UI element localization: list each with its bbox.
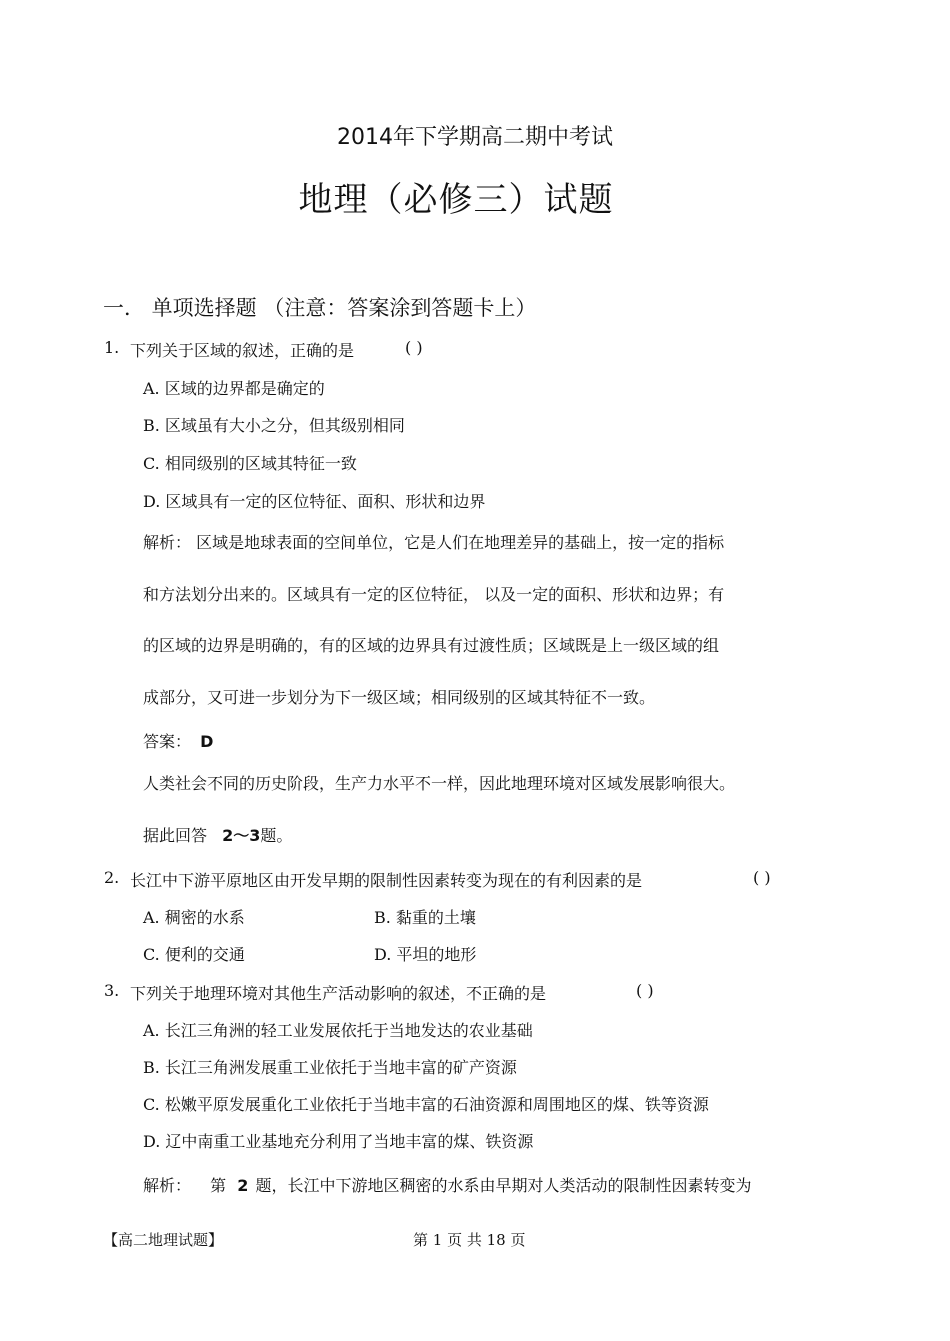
- question-3-option-b: B. 长江三角洲发展重工业依托于当地丰富的矿产资源: [143, 1058, 517, 1077]
- question-1-answer: [143, 729, 213, 752]
- group-intro-line-1: 人类社会不同的历史阶段，生产力水平不一样，因此地理环境对区域发展影响很大。: [143, 774, 736, 793]
- analysis-text: 题，长江中下游地区稠密的水系由早期对人类活动的限制性因素转变为: [255, 1176, 752, 1195]
- exam-subtitle: 地理（必修三）试题: [298, 180, 614, 220]
- intro-prefix: 据此回答: [143, 826, 208, 845]
- exam-title: 2014年下学期高二期中考试: [337, 125, 613, 150]
- question-2-option-d: D. 平坦的地形: [374, 945, 477, 964]
- question-3-answer-paren: ( ): [636, 981, 654, 1000]
- question-1-option-d: D. 区域具有一定的区位特征、面积、形状和边界: [143, 492, 486, 511]
- question-3-option-d: D. 辽中南重工业基地充分利用了当地丰富的煤、铁资源: [143, 1132, 534, 1151]
- question-2-option-a: A. 稠密的水系: [143, 908, 245, 927]
- question-1-analysis-line-4: 成部分，又可进一步划分为下一级区域；相同级别的区域其特征不一致。: [143, 688, 656, 707]
- footer-course-label: 【高二地理试题】: [103, 1231, 224, 1249]
- question-2-stem: 长江中下游平原地区由开发早期的限制性因素转变为现在的有利因素的是: [130, 871, 643, 890]
- question-2-option-b: B. 黏重的土壤: [374, 908, 476, 927]
- question-3-number: 3.: [104, 981, 120, 1000]
- question-1-stem: 下列关于区域的叙述，正确的是: [130, 341, 355, 360]
- answer-value: D: [200, 732, 214, 751]
- question-2-number: 2.: [104, 868, 120, 887]
- question-1-option-c: C. 相同级别的区域其特征一致: [143, 454, 357, 473]
- intro-suffix: 题。: [260, 826, 293, 845]
- question-1-number: 1.: [104, 338, 120, 357]
- question-1-option-a: A. 区域的边界都是确定的: [143, 379, 325, 398]
- intro-range: 2～3: [222, 826, 261, 845]
- question-3-stem: 下列关于地理环境对其他生产活动影响的叙述，不正确的是: [130, 984, 547, 1003]
- question-3-option-c: C. 松嫩平原发展重化工业依托于当地丰富的石油资源和周围地区的煤、铁等资源: [143, 1095, 709, 1114]
- question-1-analysis-line-3: 的区域的边界是明确的，有的区域的边界具有过渡性质；区域既是上一级区域的组: [143, 636, 720, 655]
- analysis-label: 解析：: [143, 1176, 192, 1195]
- analysis-num-prefix: 第: [210, 1176, 227, 1195]
- analysis-num: 2: [237, 1176, 249, 1195]
- question-3-analysis: [143, 1173, 751, 1196]
- footer-page-number: 第 1 页 共 18 页: [413, 1231, 526, 1249]
- question-1-analysis-line-1: 解析： 区域是地球表面的空间单位，它是人们在地理差异的基础上，按一定的指标: [143, 533, 725, 552]
- group-intro-line-2: [143, 823, 292, 846]
- question-1-answer-paren: ( ): [405, 338, 423, 357]
- section-heading: 一． 单项选择题 （注意：答案涂到答题卡上）: [103, 296, 537, 320]
- answer-label: 答案：: [143, 732, 192, 751]
- question-2-answer-paren: ( ): [753, 868, 771, 887]
- question-1-option-b: B. 区域虽有大小之分，但其级别相同: [143, 416, 405, 435]
- question-1-analysis-line-2: 和方法划分出来的。区域具有一定的区位特征， 以及一定的面积、形状和边界；有: [143, 585, 725, 604]
- question-2-option-c: C. 便利的交通: [143, 945, 245, 964]
- question-3-option-a: A. 长江三角洲的轻工业发展依托于当地发达的农业基础: [143, 1021, 533, 1040]
